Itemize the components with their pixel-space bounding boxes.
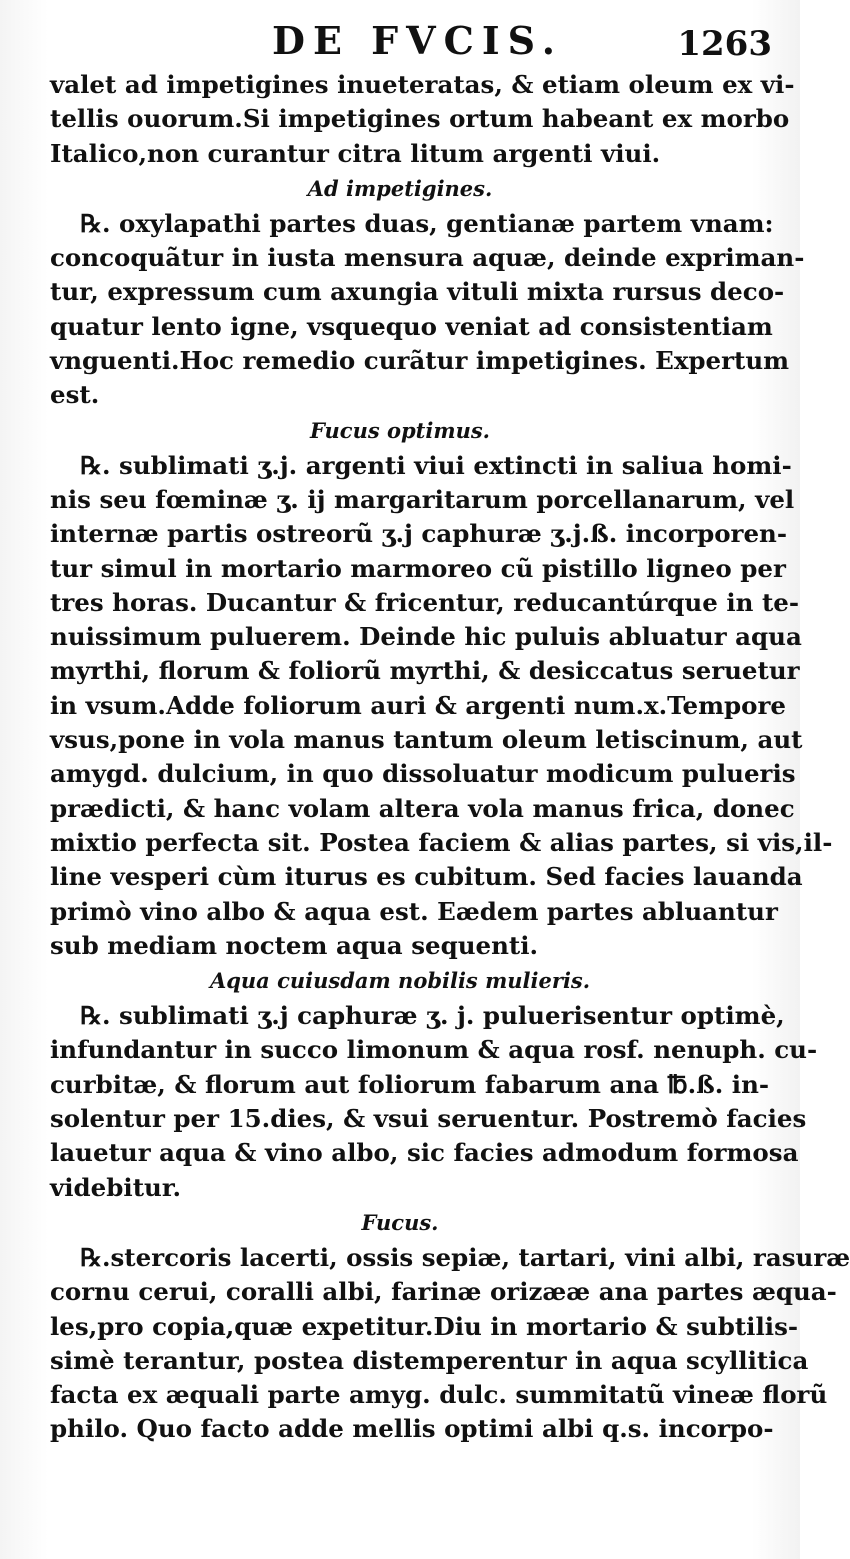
text-line: facta ex æquali parte amyg. dulc. summitatũ vineæ florũ — [50, 1380, 828, 1410]
recipe-heading: Fucus. — [361, 1209, 439, 1235]
text-line: ℞. sublimati ʒ.j. argenti viui extincti in saliua homi- — [80, 450, 792, 480]
paragraph-impetigines-continued — [50, 68, 795, 171]
text-line: nuissimum puluerem. Deinde hic puluis abluatur aqua — [50, 622, 802, 652]
text-line: primò vino albo & aqua est. Eædem partes abluantur — [50, 896, 778, 926]
text-line: tur simul in mortario marmoreo cũ pistillo ligneo per — [50, 553, 786, 583]
text-line: videbitur. — [50, 1172, 182, 1202]
text-body — [50, 68, 850, 1447]
recipe-fucus-optimus — [50, 449, 833, 963]
text-line: ℞. oxylapathi partes duas, gentianæ partem vnam: — [80, 208, 774, 238]
recipe-heading: Fucus optimus. — [310, 417, 490, 443]
text-line: ℞.stercoris lacerti, ossis sepiæ, tartari, vini albi, rasuræ — [80, 1242, 850, 1272]
text-line: infundantur in succo limonum & aqua rosf. nenuph. cu- — [50, 1035, 818, 1065]
text-line: simè terantur, postea distemperentur in aqua scyllitica — [50, 1345, 809, 1375]
text-line: sub mediam noctem aqua sequenti. — [50, 930, 539, 960]
text-line: vnguenti.Hoc remedio curãtur impetigines. Expertum — [50, 346, 790, 376]
recipe-ad-impetigines — [50, 207, 805, 413]
text-line: line vesperi cùm iturus es cubitum. Sed facies lauanda — [50, 862, 803, 892]
running-head: DE FVCIS. — [272, 18, 563, 63]
recipe-fucus — [50, 1241, 850, 1447]
recipe-aqua-nobilis — [50, 999, 818, 1205]
text-line: tellis ouorum.Si impetigines ortum habeant ex morbo — [50, 104, 790, 134]
text-line: solentur per 15.dies, & vsui seruentur. Postremò facies — [50, 1104, 807, 1134]
page-header — [0, 14, 800, 64]
text-line: philo. Quo facto adde mellis optimi albi q.s. incorpo- — [50, 1414, 774, 1444]
text-line: mixtio perfecta sit. Postea faciem & alias partes, si vis,il- — [50, 827, 833, 857]
text-line: myrthi, florum & foliorũ myrthi, & desiccatus seruetur — [50, 656, 800, 686]
text-line: quatur lento igne, vsquequo veniat ad consistentiam — [50, 311, 773, 341]
text-line: vsus,pone in vola manus tantum oleum letiscinum, aut — [50, 725, 803, 755]
text-line: in vsum.Adde foliorum auri & argenti num.x.Tempore — [50, 690, 787, 720]
text-line: cornu cerui, coralli albi, farinæ orizææ ana partes æqua- — [50, 1277, 837, 1307]
text-line: concoquãtur in iusta mensura aquæ, deinde expriman- — [50, 243, 805, 273]
recipe-heading: Aqua cuiusdam nobilis mulieris. — [209, 968, 591, 994]
text-line: les,pro copia,quæ expetitur.Diu in mortario & subtilis- — [50, 1311, 799, 1341]
text-line: amygd. dulcium, in quo dissoluatur modicum pulueris — [50, 759, 796, 789]
text-line: nis seu fœminæ ʒ. ij margaritarum porcellanarum, vel — [50, 484, 795, 514]
text-line: lauetur aqua & vino albo, sic facies admodum formosa — [50, 1138, 799, 1168]
text-line: prædicti, & hanc volam altera vola manus frica, donec — [50, 793, 795, 823]
text-line: ℞. sublimati ʒ.j caphuræ ʒ. j. puluerisentur optimè, — [80, 1001, 785, 1031]
text-line: est. — [50, 380, 100, 410]
text-line: internæ partis ostreorũ ʒ.j caphuræ ʒ.j.ß. incorporen- — [50, 519, 788, 549]
recipe-heading: Ad impetigines. — [307, 175, 493, 201]
text-line: tur, expressum cum axungia vituli mixta rursus deco- — [50, 277, 785, 307]
text-line: Italico,non curantur citra litum argenti viui. — [50, 138, 661, 168]
text-line: curbitæ, & florum aut foliorum fabarum ana ℔.ß. in- — [50, 1069, 770, 1099]
page-number: 1263 — [677, 24, 772, 64]
text-line: tres horas. Ducantur & fricentur, reducantúrque in te- — [50, 587, 800, 617]
text-line: valet ad impetigines inueteratas, & etiam oleum ex vi- — [50, 70, 795, 99]
